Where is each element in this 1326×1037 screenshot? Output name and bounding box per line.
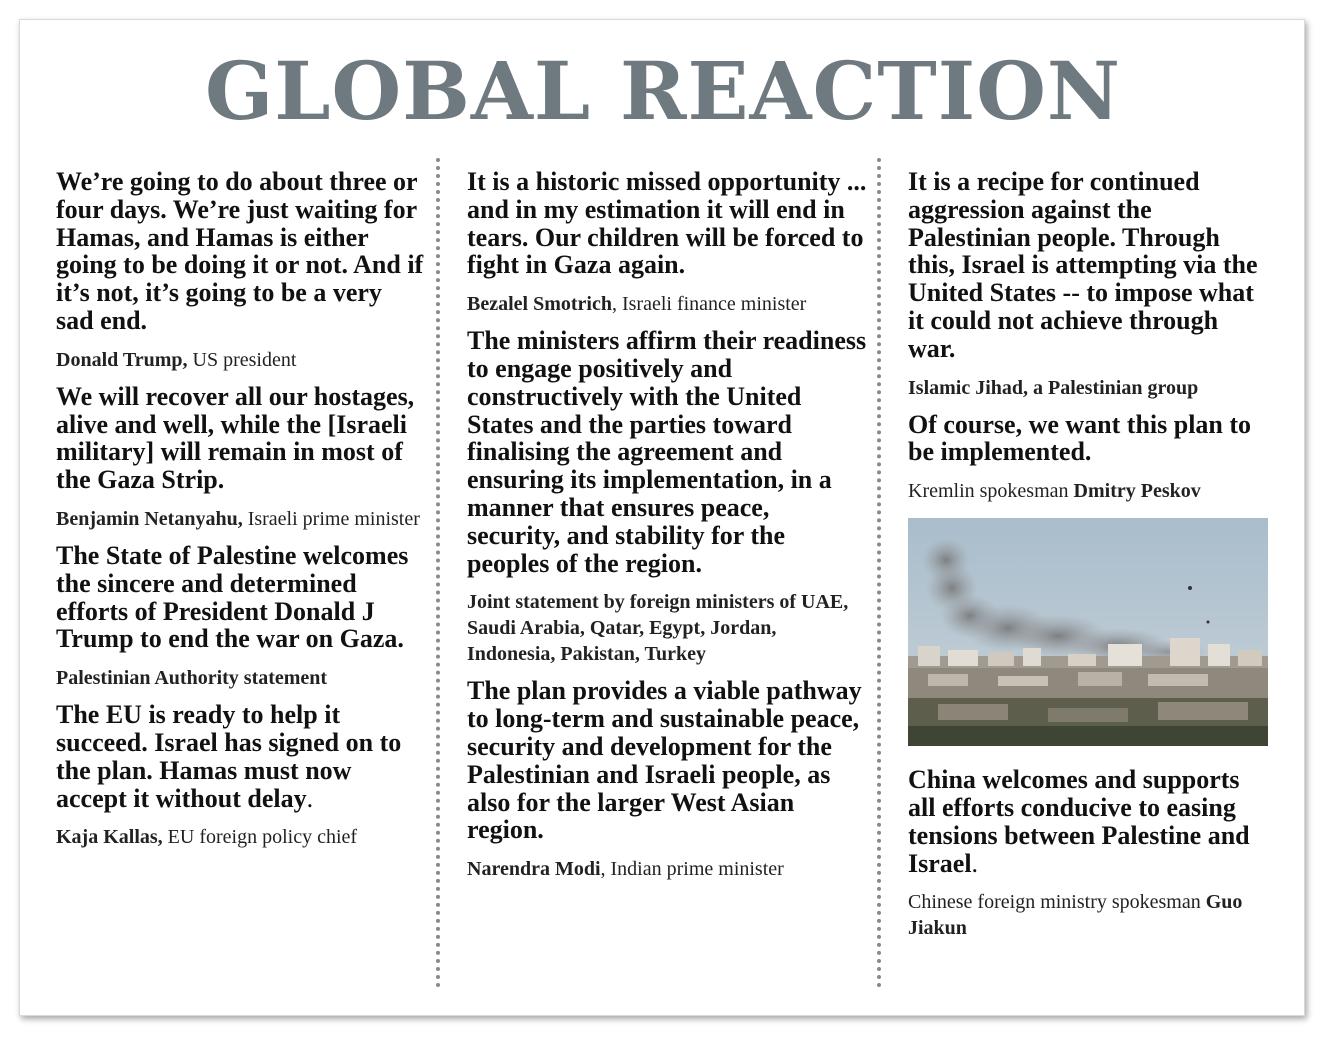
- speaker-role: Kremlin spokesman: [908, 480, 1074, 503]
- quote-palestinian-authority: The State of Palestine welcomes the sincere and determined efforts of President Donald J Trump to end the war on Gaza.: [56, 540, 409, 654]
- speaker-role: Chinese foreign ministry spokesman: [908, 891, 1206, 914]
- quote-joint-statement: The ministers affirm their readiness to engage positively and constructively with the United States and the parties toward finalising the agreement and ensuring its implementation, in a manner that ensures peace, security, and stability for the peoples of the region.: [467, 326, 867, 578]
- gaza-smoke-photo: [908, 518, 1268, 746]
- quote-column-left: [56, 168, 424, 860]
- speaker-name: Dmitry Peskov: [1073, 480, 1201, 503]
- quote-column-middle: [467, 168, 867, 892]
- quote-guo-jiakun: [908, 766, 1268, 877]
- attribution-netanyahu: [56, 506, 424, 532]
- speaker-role: , Israeli finance minister: [611, 293, 807, 316]
- column-divider-left: [436, 158, 440, 988]
- speaker-role: US president: [187, 348, 297, 371]
- speaker-name: Benjamin Netanyahu,: [56, 507, 243, 530]
- speaker-name: Narendra Modi: [467, 858, 601, 881]
- attribution-kallas: [56, 824, 424, 850]
- quote-netanyahu: We will recover all our hostages, alive and well, while the [Israeli military] will remain in most of the Gaza Strip.: [56, 381, 415, 495]
- graphic-card: [19, 19, 1305, 1016]
- attribution-smotrich: [467, 291, 867, 317]
- attribution-modi: [467, 856, 867, 882]
- attribution-joint-statement: [467, 589, 867, 667]
- speaker-name: Joint statement by foreign ministers of UAE, Saudi Arabia, Qatar, Egypt, Jordan, Indonesia, Pakistan, Turkey: [467, 591, 849, 666]
- speaker-role: , Indian prime minister: [600, 858, 784, 881]
- headline: GLOBAL REACTION: [204, 44, 1121, 138]
- attribution-palestinian-authority: [56, 665, 424, 691]
- quote-modi: The plan provides a viable pathway to long-term and sustainable peace, security and development for the Palestinian and Israeli people, as also for the larger West Asian region.: [467, 676, 862, 845]
- column-divider-right: [877, 158, 881, 988]
- quote-tail: .: [971, 848, 979, 878]
- quote-islamic-jihad: It is a recipe for continued aggression against the Palestinian people. Through this, Israel is attempting via the United States -- to impose what it could not achieve through war.: [908, 167, 1258, 363]
- speaker-name: Donald Trump,: [56, 348, 188, 371]
- quote-column-right: [908, 168, 1268, 951]
- attribution-peskov: [908, 478, 1268, 504]
- quote-peskov: Of course, we want this plan to be implemented.: [908, 409, 1252, 467]
- speaker-role: EU foreign policy chief: [162, 826, 358, 849]
- quote-text: China welcomes and supports all efforts conducive to easing tensions between Palestine and Israel: [908, 765, 1250, 878]
- quote-tail: .: [306, 783, 314, 813]
- speaker-name: Guo Jiakun: [908, 891, 1243, 940]
- attribution-trump: [56, 347, 424, 373]
- speaker-name: Islamic Jihad, a Palestinian group: [908, 376, 1199, 399]
- speaker-name: Palestinian Authority statement: [56, 667, 328, 690]
- quote-smotrich: It is a historic missed opportunity ... and in my estimation it will end in tears. Our children will be forced to fight in Gaza again.: [467, 167, 867, 280]
- speaker-name: Kaja Kallas,: [56, 826, 163, 849]
- quote-trump: We’re going to do about three or four days. We’re just waiting for Hamas, and Hamas is either going to be doing it or not. And if it’s not, it’s going to be a very sad end.: [56, 167, 424, 335]
- attribution-islamic-jihad: [908, 375, 1268, 401]
- attribution-guo-jiakun: [908, 889, 1268, 941]
- quote-text: The EU is ready to help it succeed. Israel has signed on to the plan. Hamas must now accept it without delay: [56, 700, 402, 813]
- speaker-name: Bezalel Smotrich: [467, 293, 612, 316]
- speaker-role: Israeli prime minister: [242, 507, 420, 530]
- quote-kallas: [56, 701, 424, 812]
